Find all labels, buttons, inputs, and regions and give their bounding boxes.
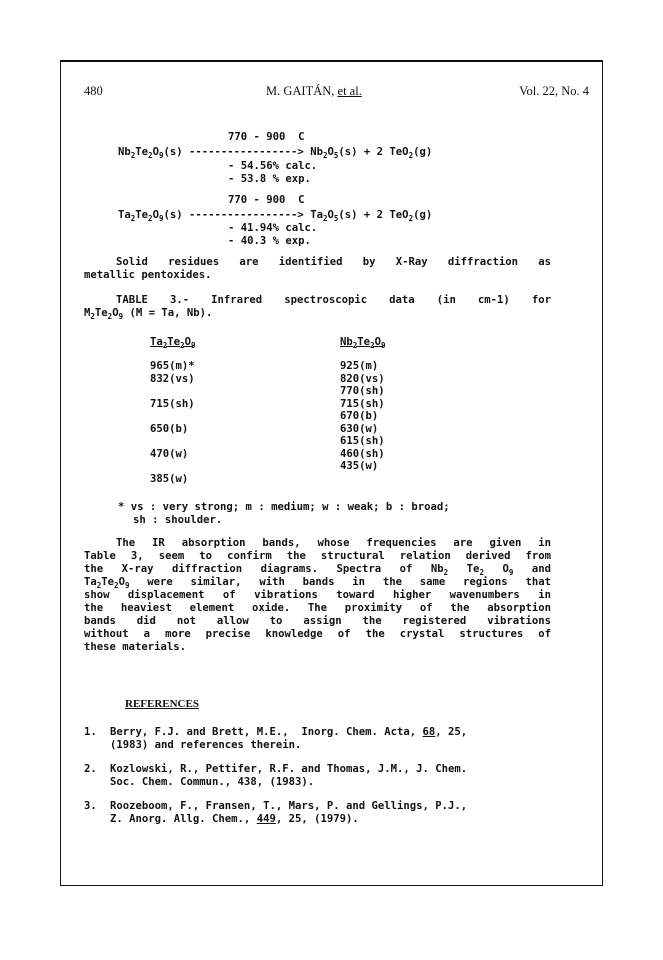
table-footnote-line-2: sh : shoulder.	[133, 514, 223, 526]
volume-info: Vol. 22, No. 4	[519, 84, 589, 98]
reaction-2-equation: $Ta_2Te_2O_9(s)$ -----------------> $Ta_2O_5(s) + 2$ TeO$_2$(g)	[118, 209, 433, 223]
reaction-1-equation: $Nb_2Te_2O_9(s)$ -----------------> $Nb_2O_5(s) + 2$ TeO$_2$(g)	[118, 146, 433, 160]
reaction-2-exp: - 40.3 % exp.	[228, 235, 311, 247]
reaction-2-calc: - 41.94% calc.	[228, 222, 318, 234]
reference-text: Kozlowski, R., Pettifer, R.F. and Thomas, J.M., J. Chem.	[110, 763, 468, 775]
table-cell-ta: 385(w)	[150, 473, 189, 485]
reference-text: Roozeboom, F., Fransen, T., Mars, P. and Gellings, P.J.,	[110, 800, 468, 812]
reference-number: 1.	[84, 726, 97, 738]
reaction-2-conditions: 770 - 900 C	[228, 194, 305, 206]
reference-text: (1983) and references therein.	[110, 739, 302, 751]
reaction-1-conditions: 770 - 900 C	[228, 131, 305, 143]
table-cell-nb: 925(m)	[340, 360, 379, 372]
table-cell-ta: 715(sh)	[150, 398, 195, 410]
running-title: M. GAITÁN, et al.	[266, 84, 362, 98]
reference-text: Berry, F.J. and Brett, M.E., Inorg. Chem. Acta, 68, 25,	[110, 726, 468, 738]
reference-number: 2.	[84, 763, 97, 775]
table-cell-nb: 615(sh)	[340, 435, 385, 447]
paragraph-ir-bands: The IR absorption bands, whose frequencies are given in Table 3, seem to confirm the structural relation derived from the X-ray diffraction diagrams. Spectra of $Nb_2$ $Te_2$ $O_9$ and $Ta_2Te_2O_9$ were similar, with bands in the same regions that show displacement of vibrations toward higher wavenumbers in the heaviest element oxide. The proximity of the absorption bands did not allow to assign the registered vibrations without a more precise knowledge of the crystal structures of these materials.	[84, 537, 551, 653]
reference-text: Z. Anorg. Allg. Chem., 449, 25, (1979).	[110, 813, 359, 825]
references-heading: REFERENCES	[125, 698, 199, 710]
table-cell-nb: 670(b)	[340, 410, 379, 422]
table-cell-nb: 820(vs)	[340, 373, 385, 385]
table-cell-nb: 715(sh)	[340, 398, 385, 410]
table-cell-nb: 770(sh)	[340, 385, 385, 397]
reference-text: Soc. Chem. Commun., 438, (1983).	[110, 776, 315, 788]
table-cell-nb: 630(w)	[340, 423, 379, 435]
reference-number: 3.	[84, 800, 97, 812]
table-cell-nb: 460(sh)	[340, 448, 385, 460]
page-number: 480	[84, 84, 103, 98]
table-cell-ta: 650(b)	[150, 423, 189, 435]
reaction-1-exp: - 53.8 % exp.	[228, 173, 311, 185]
table-column-header-ta: $Ta_2Te_2O_9$	[150, 336, 196, 350]
table-footnote-line-1: * vs : very strong; m : medium; w : weak; b : broad;	[118, 501, 450, 513]
reaction-1-calc: - 54.56% calc.	[228, 160, 318, 172]
table-cell-ta: 965(m)*	[150, 360, 195, 372]
table-cell-nb: 435(w)	[340, 460, 379, 472]
table-cell-ta: 470(w)	[150, 448, 189, 460]
paragraph-residues: Solid residues are identified by X-Ray diffraction as metallic pentoxides.	[84, 256, 551, 281]
table-cell-ta: 832(vs)	[150, 373, 195, 385]
page-header	[84, 84, 589, 100]
table-column-header-nb: $Nb_2Te_2O_9$	[340, 336, 386, 350]
table-caption: TABLE 3.- Infrared spectroscopic data (in cm-1) for $M_2Te_2O_9$ (M = Ta, Nb).	[84, 294, 551, 320]
